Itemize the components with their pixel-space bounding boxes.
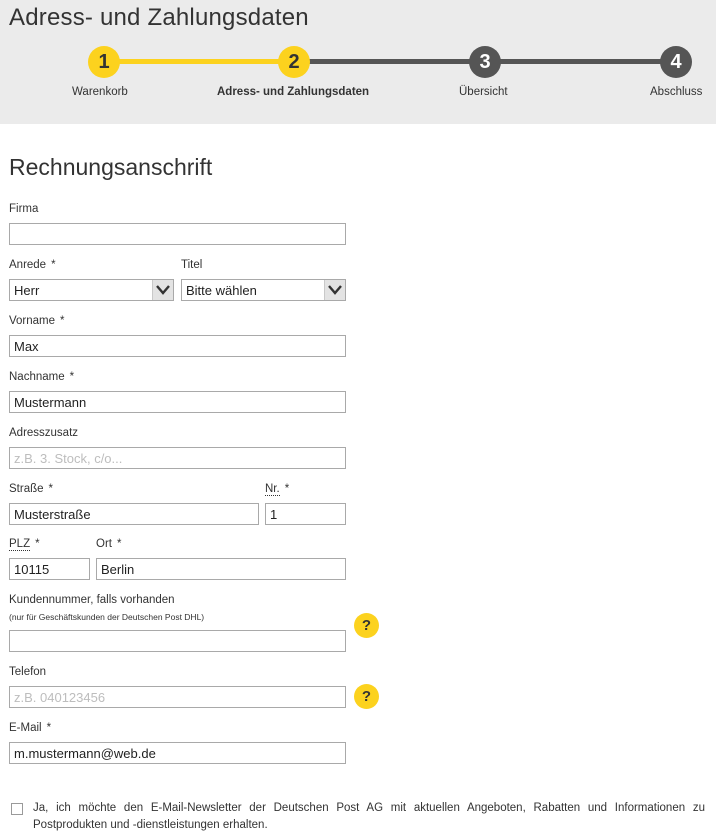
adresszusatz-input[interactable] — [9, 447, 346, 469]
strasse-input[interactable] — [9, 503, 259, 525]
nr-label — [265, 483, 289, 495]
required-mark: * — [51, 259, 56, 271]
adresszusatz-label — [9, 427, 78, 439]
anrede-label-text: Anrede — [9, 259, 47, 271]
plz-label — [9, 538, 40, 550]
telefon-label: Telefon — [9, 666, 47, 678]
plz-input[interactable] — [9, 558, 90, 580]
adresszusatz-label-text: Adresszusatz — [9, 427, 79, 439]
step-1-circle[interactable]: 1 — [88, 46, 120, 78]
nachname-label-text: Nachname — [9, 371, 65, 383]
required-mark: * — [69, 371, 75, 383]
nr-input[interactable] — [265, 503, 346, 525]
chevron-down-icon[interactable] — [152, 280, 173, 300]
step-3-label: Übersicht — [459, 86, 508, 98]
firma-label — [9, 203, 38, 215]
progress-line-done — [104, 59, 294, 64]
email-label-text: E-Mail — [9, 722, 42, 734]
required-mark: * — [35, 538, 40, 550]
nachname-label — [9, 371, 74, 383]
ort-label-text: Ort — [96, 538, 112, 550]
anrede-select-value: Herr — [14, 283, 40, 298]
step-4-circle: 4 — [660, 46, 692, 78]
firma-input[interactable] — [9, 223, 346, 245]
step-1-label[interactable]: Warenkorb — [72, 86, 128, 98]
anrede-label — [9, 259, 56, 271]
section-title-billing: Rechnungsanschrift — [9, 154, 213, 180]
email-label — [9, 722, 51, 734]
plz-label-text: PLZ — [9, 538, 31, 550]
firma-label-text: Firma — [9, 203, 39, 215]
kundennummer-help-icon[interactable]: ? — [354, 613, 379, 638]
strasse-label — [9, 483, 53, 495]
titel-select-value: Bitte wählen — [186, 283, 257, 298]
vorname-label-text: Vorname — [9, 315, 56, 327]
required-mark: * — [116, 538, 122, 550]
kundennummer-label: Kundennummer, falls vorhanden — [9, 594, 175, 606]
required-mark: * — [48, 483, 53, 495]
telefon-input[interactable] — [9, 686, 346, 708]
email-input[interactable] — [9, 742, 346, 764]
vorname-input[interactable] — [9, 335, 346, 357]
newsletter-label[interactable]: Ja, ich möchte den E-Mail-Newsletter der Deutschen Post AG mit aktuellen Angeboten, Rabatten und Informationen zu Postprodukten und -dienstleistungen erhalten. — [33, 802, 705, 831]
strasse-label-text: Straße — [9, 483, 44, 495]
newsletter-checkbox[interactable] — [11, 803, 23, 815]
titel-label — [181, 259, 202, 271]
step-2-label: Adress- und Zahlungsdaten — [217, 86, 370, 98]
kundennummer-input[interactable] — [9, 630, 346, 652]
titel-select[interactable] — [181, 279, 346, 301]
required-mark: * — [60, 315, 65, 327]
ort-label — [96, 538, 121, 550]
required-mark: * — [284, 483, 290, 495]
step-4-label: Abschluss — [650, 86, 703, 98]
telefon-help-icon[interactable]: ? — [354, 684, 379, 709]
chevron-down-icon[interactable] — [324, 280, 345, 300]
required-mark: * — [46, 722, 52, 734]
step-3-circle: 3 — [469, 46, 501, 78]
step-2-circle: 2 — [278, 46, 310, 78]
anrede-select[interactable] — [9, 279, 174, 301]
nr-label-text: Nr. — [265, 483, 280, 495]
vorname-label — [9, 315, 65, 327]
titel-label-text: Titel — [181, 259, 203, 271]
nachname-input[interactable] — [9, 391, 346, 413]
ort-input[interactable] — [96, 558, 346, 580]
kundennummer-sublabel: (nur für Geschäftskunden der Deutschen Post DHL) — [9, 612, 205, 622]
checkout-header — [0, 0, 716, 124]
page-title: Adress- und Zahlungsdaten — [9, 4, 309, 31]
